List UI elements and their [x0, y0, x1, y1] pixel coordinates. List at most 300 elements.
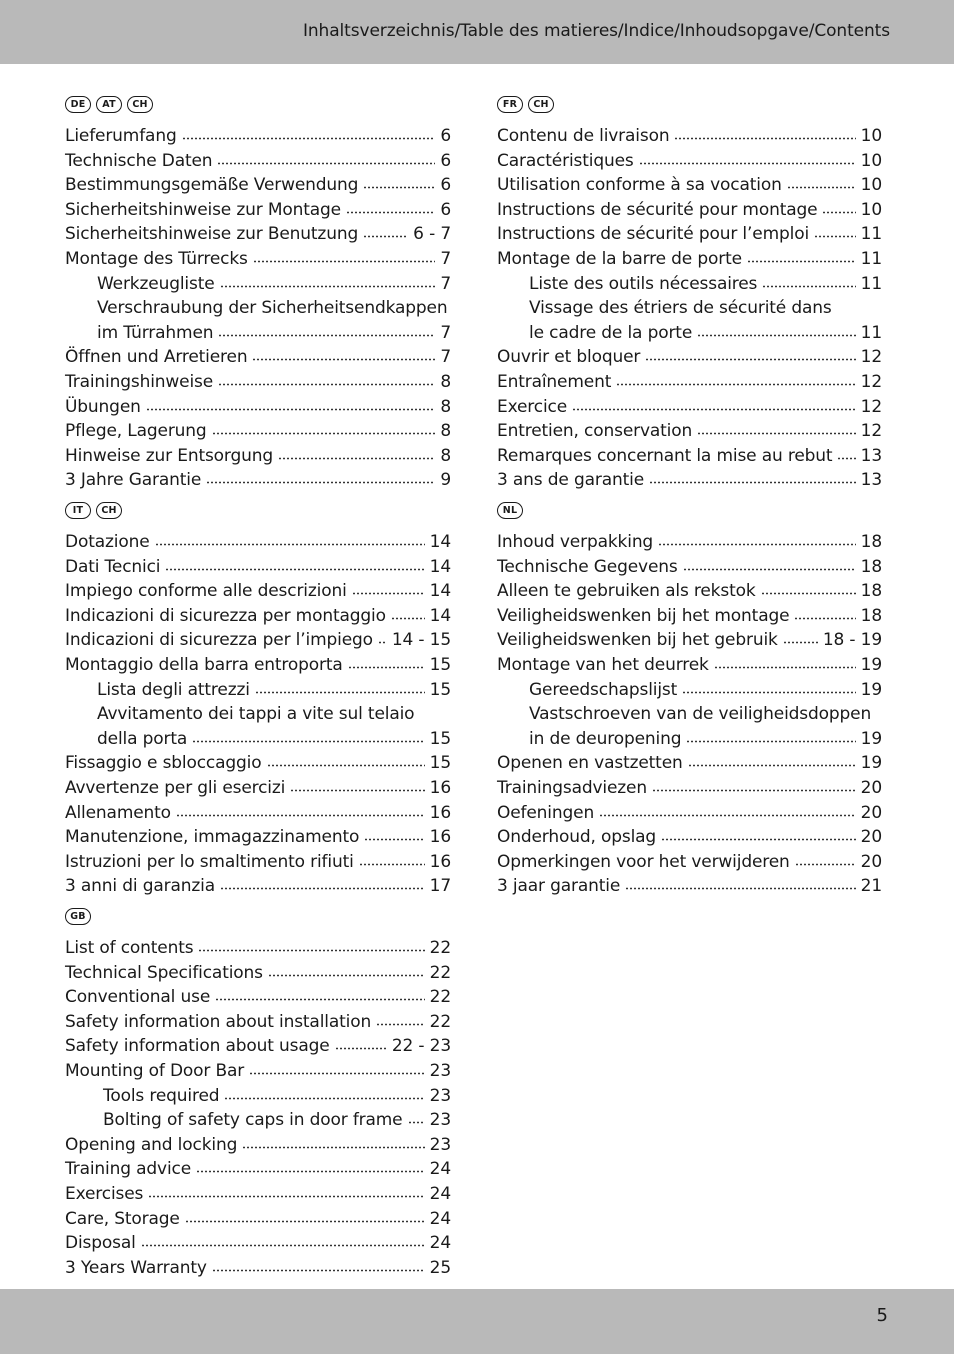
toc-entry-title: Montage des Türrecks — [65, 248, 248, 269]
toc-entry-page: 12 — [860, 371, 882, 392]
toc-entry — [65, 801, 451, 826]
toc-entry — [497, 555, 882, 580]
toc-entry — [497, 579, 882, 604]
toc-entry — [65, 149, 451, 174]
dot-leader — [822, 202, 855, 214]
toc-entry — [65, 1207, 451, 1232]
toc-entry — [497, 702, 882, 727]
toc-entry-page: 11 — [860, 273, 882, 294]
dot-leader — [218, 325, 435, 337]
toc-entry-title: Safety information about installation — [65, 1011, 372, 1032]
toc-entry — [65, 247, 451, 272]
toc-entry-page: 6 — [440, 175, 451, 196]
toc-entry-page: 14 — [429, 532, 451, 552]
toc-entry-title: Avvitamento dei tappi a vite sul telaio — [97, 704, 415, 725]
toc-entry-title: Hinweise zur Entsorgung — [65, 445, 273, 466]
toc-entry-title: 3 ans de garantie — [497, 470, 645, 491]
dot-leader — [714, 657, 856, 669]
toc-entry — [65, 1256, 451, 1281]
toc-entry-page: 6 — [440, 126, 451, 146]
toc-entry-page: 24 — [429, 1233, 451, 1254]
toc-entry — [65, 530, 451, 555]
toc-entry-page: 20 — [860, 802, 882, 823]
toc-entry-title: Alleen te gebruiken als rekstok — [497, 581, 756, 602]
toc-entry-page: 19 — [860, 654, 882, 675]
toc-entry-title: Ouvrir et bloquer — [497, 347, 641, 368]
toc-entry — [65, 173, 451, 198]
toc-entry — [65, 1059, 451, 1084]
dot-leader — [761, 583, 856, 595]
dot-leader — [658, 534, 856, 546]
toc-entry-page: 22 — [429, 962, 451, 983]
toc-entry-title: Montage van het deurrek — [497, 654, 709, 675]
country-badge-fr: FR — [497, 96, 523, 113]
toc-entry — [65, 961, 451, 986]
toc-entry-page: 7 — [440, 273, 451, 294]
toc-entry-title: Onderhoud, opslag — [497, 827, 657, 848]
toc-entry — [65, 419, 451, 444]
dot-leader — [217, 153, 435, 165]
toc-entry-title: Utilisation conforme à sa vocation — [497, 175, 782, 196]
toc-entry-page: 18 — [860, 532, 882, 552]
toc-entry-title: Opening and locking — [65, 1134, 238, 1155]
toc-list — [65, 124, 451, 493]
dot-leader — [697, 423, 856, 435]
dot-leader — [224, 1088, 424, 1100]
toc-entry-title: Dati Tecnici — [65, 556, 161, 577]
toc-entry — [65, 345, 451, 370]
dot-leader — [661, 829, 856, 841]
toc-entry-page: 16 — [429, 851, 451, 872]
toc-list — [497, 530, 882, 899]
toc-entry — [65, 1108, 451, 1133]
toc-entry-page: 18 — [860, 556, 882, 577]
toc-entry-page: 11 — [860, 224, 882, 245]
dot-leader — [215, 989, 425, 1001]
toc-entry-title: 3 anni di garanzia — [65, 876, 215, 897]
toc-entry — [497, 874, 882, 899]
toc-section-it — [65, 502, 451, 899]
toc-entry-page: 10 — [860, 199, 882, 220]
toc-entry — [65, 198, 451, 223]
dot-leader — [762, 276, 855, 288]
toc-entry-title: Veiligheidswenken bij het montage — [497, 605, 790, 626]
toc-entry-title: Trainingsadviezen — [497, 777, 647, 798]
dot-leader — [837, 448, 855, 460]
dot-leader — [242, 1137, 424, 1149]
toc-entry-title: Instructions de sécurité pour l’emploi — [497, 224, 810, 245]
toc-entry-title: Liste des outils nécessaires — [529, 273, 758, 294]
toc-entry-title: Oefeningen — [497, 802, 595, 823]
toc-entry-page: 23 — [429, 1134, 451, 1155]
toc-entry-title: Entraînement — [497, 371, 612, 392]
dot-leader — [165, 559, 424, 571]
toc-entry-title: Entretien, conservation — [497, 421, 693, 442]
toc-entry-page: 16 — [429, 827, 451, 848]
toc-entry-title: Instructions de sécurité pour montage — [497, 199, 818, 220]
toc-entry — [497, 296, 882, 321]
dot-leader — [249, 1063, 425, 1075]
toc-entry — [65, 222, 451, 247]
toc-entry-page: 16 — [429, 777, 451, 798]
toc-section-de — [65, 96, 451, 493]
toc-entry-page: 25 — [429, 1257, 451, 1278]
dot-leader — [346, 202, 435, 214]
toc-entry — [497, 149, 882, 174]
country-badge-nl: NL — [497, 502, 523, 519]
toc-entry — [497, 727, 882, 752]
dot-leader — [348, 657, 425, 669]
toc-entry — [65, 1034, 451, 1059]
toc-entry-page: 21 — [860, 876, 882, 897]
toc-entry-title: Indicazioni di sicurezza per l’impiego — [65, 630, 373, 651]
toc-entry-page: 18 — [860, 605, 882, 626]
dot-leader — [198, 940, 424, 952]
toc-entry-page: 11 — [860, 322, 882, 343]
toc-entry — [65, 985, 451, 1010]
toc-entry-page: 23 — [429, 1110, 451, 1131]
dot-leader — [192, 731, 425, 743]
toc-entry — [65, 370, 451, 395]
toc-entry-page: 24 — [429, 1208, 451, 1229]
toc-entry-title: Veiligheidswenken bij het gebruik — [497, 630, 778, 651]
country-badge-de: DE — [65, 96, 91, 113]
dot-leader — [674, 128, 855, 140]
toc-entry-page: 6 - 7 — [413, 224, 451, 245]
toc-entry-title: Training advice — [65, 1159, 192, 1180]
toc-entry — [65, 1231, 451, 1256]
country-badge-it: IT — [65, 502, 91, 519]
dot-leader — [146, 399, 436, 411]
toc-entry-title: Vastschroeven van de veiligheidsdoppen — [529, 704, 872, 725]
dot-leader — [148, 1186, 424, 1198]
toc-entry-page: 9 — [440, 470, 451, 491]
toc-entry-page: 22 — [429, 938, 451, 958]
toc-entry-title: Allenamento — [65, 802, 171, 823]
toc-entry-title: Care, Storage — [65, 1208, 180, 1229]
toc-entry — [497, 222, 882, 247]
toc-entry — [497, 604, 882, 629]
toc-entry-title: Pflege, Lagerung — [65, 421, 207, 442]
toc-entry — [497, 247, 882, 272]
toc-entry — [65, 1182, 451, 1207]
toc-entry-page: 18 — [860, 581, 882, 602]
toc-entry-page: 12 — [860, 347, 882, 368]
toc-entry — [65, 468, 451, 493]
toc-entry — [497, 419, 882, 444]
toc-list — [65, 936, 451, 1280]
toc-entry-title: Avvertenze per gli esercizi — [65, 777, 286, 798]
toc-entry-page: 20 — [860, 777, 882, 798]
toc-entry-page: 22 — [429, 987, 451, 1008]
toc-entry-page: 18 - 19 — [822, 630, 882, 651]
dot-leader — [697, 325, 856, 337]
toc-entry-title: Technical Specifications — [65, 962, 263, 983]
dot-leader — [747, 251, 856, 263]
toc-entry — [497, 850, 882, 875]
toc-entry — [65, 1157, 451, 1182]
toc-entry-page: 6 — [440, 199, 451, 220]
toc-entry — [497, 678, 882, 703]
dot-leader — [783, 632, 818, 644]
toc-entry-title: le cadre de la porte — [529, 322, 693, 343]
dot-leader — [787, 177, 856, 189]
dot-leader — [278, 448, 435, 460]
toc-entry — [65, 321, 451, 346]
toc-entry-title: Fissaggio e sbloccaggio — [65, 753, 262, 774]
dot-leader — [359, 854, 425, 866]
toc-entry — [65, 850, 451, 875]
country-badge-ch: CH — [528, 96, 554, 113]
toc-entry-title: Werkzeugliste — [97, 273, 215, 294]
toc-entry-title: Istruzioni per lo smaltimento rifiuti — [65, 851, 354, 872]
toc-entry-title: Verschraubung der Sicherheitsendkappen — [97, 298, 448, 319]
dot-leader — [688, 755, 856, 767]
dot-leader — [794, 608, 855, 620]
toc-entry-page: 14 — [429, 556, 451, 577]
toc-entry-page: 14 — [429, 581, 451, 602]
toc-entry-title: Tools required — [103, 1085, 220, 1106]
toc-entry-title: Öffnen und Arretieren — [65, 347, 248, 368]
toc-entry-title: im Türrahmen — [97, 322, 214, 343]
toc-entry-title: Bolting of safety caps in door frame — [103, 1110, 403, 1131]
toc-entry-page: 12 — [860, 396, 882, 417]
toc-entry-title: Lieferumfang — [65, 126, 177, 146]
toc-entry — [497, 801, 882, 826]
dot-leader — [625, 878, 855, 890]
toc-entry-page: 14 - 15 — [391, 630, 451, 651]
toc-entry-page: 19 — [860, 679, 882, 700]
toc-entry-title: Mounting of Door Bar — [65, 1060, 245, 1081]
toc-entry-title: Bestimmungsgemäße Verwendung — [65, 175, 359, 196]
toc-entry-page: 24 — [429, 1159, 451, 1180]
dot-leader — [639, 153, 856, 165]
toc-entry — [65, 579, 451, 604]
toc-entry-page: 6 — [440, 150, 451, 171]
toc-entry — [497, 345, 882, 370]
toc-entry-title: Sicherheitshinweise zur Montage — [65, 199, 341, 220]
toc-entry — [497, 776, 882, 801]
toc-entry — [65, 272, 451, 297]
toc-entry — [65, 936, 451, 961]
toc-entry — [65, 1010, 451, 1035]
toc-entry — [65, 628, 451, 653]
toc-entry — [65, 702, 451, 727]
language-badges — [497, 502, 882, 522]
toc-entry — [65, 444, 451, 469]
dot-leader — [212, 1260, 425, 1272]
dot-leader — [141, 1235, 425, 1247]
toc-section-nl — [497, 502, 882, 899]
dot-leader — [255, 682, 425, 694]
toc-entry-title: Indicazioni di sicurezza per montaggio — [65, 605, 386, 626]
toc-entry-page: 8 — [440, 445, 451, 466]
toc-entry — [497, 272, 882, 297]
toc-entry-page: 13 — [860, 470, 882, 491]
dot-leader — [683, 559, 856, 571]
language-badges — [65, 502, 451, 522]
toc-entry — [65, 124, 451, 149]
toc-entry-page: 19 — [860, 728, 882, 749]
country-badge-at: AT — [96, 96, 122, 113]
toc-entry — [497, 370, 882, 395]
toc-entry-page: 17 — [429, 876, 451, 897]
dot-leader — [645, 349, 855, 361]
toc-entry — [65, 776, 451, 801]
toc-entry-page: 23 — [429, 1085, 451, 1106]
dot-leader — [363, 177, 435, 189]
toc-entry-title: Lista degli attrezzi — [97, 679, 250, 700]
toc-entry-page: 15 — [429, 654, 451, 675]
dot-leader — [252, 349, 435, 361]
toc-entry — [497, 653, 882, 678]
toc-entry-title: in de deuropening — [529, 728, 682, 749]
toc-entry-title: Gereedschapslijst — [529, 679, 678, 700]
dot-leader — [218, 374, 435, 386]
dot-leader — [682, 682, 856, 694]
toc-entry-page: 14 — [429, 605, 451, 626]
dot-leader — [652, 780, 856, 792]
toc-entry-page: 22 - 23 — [391, 1036, 451, 1057]
toc-entry — [65, 1084, 451, 1109]
toc-entry-page: 10 — [860, 150, 882, 171]
dot-leader — [572, 399, 856, 411]
toc-entry — [65, 555, 451, 580]
toc-entry — [65, 825, 451, 850]
toc-entry — [65, 1133, 451, 1158]
toc-entry-title: Sicherheitshinweise zur Benutzung — [65, 224, 359, 245]
dot-leader — [363, 226, 408, 238]
dot-leader — [196, 1161, 425, 1173]
toc-entry-page: 19 — [860, 753, 882, 774]
toc-entry-page: 22 — [429, 1011, 451, 1032]
toc-entry — [497, 124, 882, 149]
toc-entry-title: Opmerkingen voor het verwijderen — [497, 851, 790, 872]
toc-entry-title: Safety information about usage — [65, 1036, 330, 1057]
toc-section-gb — [65, 908, 451, 1280]
toc-entry-page: 23 — [429, 1060, 451, 1081]
toc-entry-title: Technische Gegevens — [497, 556, 678, 577]
toc-entry-title: Openen en vastzetten — [497, 753, 683, 774]
toc-entry-title: Trainingshinweise — [65, 371, 214, 392]
country-badge-gb: GB — [65, 908, 91, 925]
toc-entry — [65, 604, 451, 629]
toc-entry-page: 7 — [440, 347, 451, 368]
toc-entry-title: 3 Jahre Garantie — [65, 470, 202, 491]
toc-entry — [65, 395, 451, 420]
toc-entry-page: 24 — [429, 1183, 451, 1204]
dot-leader — [290, 780, 424, 792]
toc-list — [497, 124, 882, 493]
dot-leader — [220, 276, 436, 288]
toc-entry-page: 13 — [860, 445, 882, 466]
toc-entry — [497, 395, 882, 420]
toc-entry-title: Contenu de livraison — [497, 126, 670, 146]
toc-entry-title: Vissage des étriers de sécurité dans — [529, 298, 832, 319]
toc-entry-page: 10 — [860, 126, 882, 146]
toc-entry-page: 7 — [440, 322, 451, 343]
dot-leader — [212, 423, 436, 435]
toc-entry-title: Impiego conforme alle descrizioni — [65, 581, 347, 602]
toc-entry-page: 16 — [429, 802, 451, 823]
dot-leader — [616, 374, 855, 386]
toc-entry-title: Conventional use — [65, 987, 211, 1008]
toc-entry-page: 7 — [440, 248, 451, 269]
dot-leader — [185, 1211, 425, 1223]
toc-entry-title: della porta — [97, 728, 188, 749]
country-badge-ch: CH — [96, 502, 122, 519]
toc-entry-title: Caractéristiques — [497, 150, 634, 171]
toc-entry-page: 10 — [860, 175, 882, 196]
toc-entry-page: 11 — [860, 248, 882, 269]
toc-entry-page: 12 — [860, 421, 882, 442]
toc-entry — [497, 444, 882, 469]
toc-entry-page: 15 — [429, 679, 451, 700]
language-badges — [497, 96, 882, 116]
dot-leader — [176, 805, 425, 817]
toc-entry — [497, 173, 882, 198]
dot-leader — [206, 472, 435, 484]
toc-entry — [65, 751, 451, 776]
language-badges — [65, 96, 451, 116]
toc-section-fr — [497, 96, 882, 493]
toc-entry — [497, 825, 882, 850]
dot-leader — [335, 1038, 387, 1050]
toc-entry-page: 8 — [440, 396, 451, 417]
dot-leader — [795, 854, 856, 866]
toc-entry — [65, 653, 451, 678]
toc-entry-page: 15 — [429, 728, 451, 749]
country-badge-ch: CH — [127, 96, 153, 113]
toc-entry-page: 15 — [429, 753, 451, 774]
page-title: Inhaltsverzeichnis/Table des matieres/Indice/Inhoudsopgave/Contents — [302, 21, 890, 41]
toc-entry-title: Remarques concernant la mise au rebut — [497, 445, 833, 466]
toc-entry-page: 20 — [860, 851, 882, 872]
toc-entry-title: List of contents — [65, 938, 194, 958]
dot-leader — [155, 534, 425, 546]
dot-leader — [352, 583, 425, 595]
toc-entry-title: Montaggio della barra entroporta — [65, 654, 343, 675]
dot-leader — [268, 965, 425, 977]
dot-leader — [182, 128, 436, 140]
toc-entry — [497, 198, 882, 223]
toc-entry — [65, 296, 451, 321]
toc-entry-title: 3 Years Warranty — [65, 1257, 207, 1278]
dot-leader — [267, 755, 425, 767]
toc-entry-title: Disposal — [65, 1233, 136, 1254]
toc-entry — [497, 628, 882, 653]
toc-entry-title: 3 jaar garantie — [497, 876, 621, 897]
dot-leader — [408, 1112, 425, 1124]
dot-leader — [391, 608, 425, 620]
dot-leader — [649, 472, 856, 484]
toc-entry-title: Technische Daten — [65, 150, 213, 171]
dot-leader — [376, 1014, 425, 1026]
dot-leader — [220, 878, 425, 890]
toc-entry — [497, 468, 882, 493]
toc-entry-title: Übungen — [65, 396, 141, 417]
toc-entry — [497, 751, 882, 776]
toc-entry-title: Exercises — [65, 1183, 144, 1204]
toc-entry-title: Montage de la barre de porte — [497, 248, 742, 269]
toc-list — [65, 530, 451, 899]
toc-entry-page: 20 — [860, 827, 882, 848]
toc-entry-page: 8 — [440, 371, 451, 392]
footer-bar — [0, 1289, 954, 1354]
toc-entry-title: Inhoud verpakking — [497, 532, 654, 552]
dot-leader — [814, 226, 856, 238]
toc-entry-title: Manutenzione, immagazzinamento — [65, 827, 360, 848]
